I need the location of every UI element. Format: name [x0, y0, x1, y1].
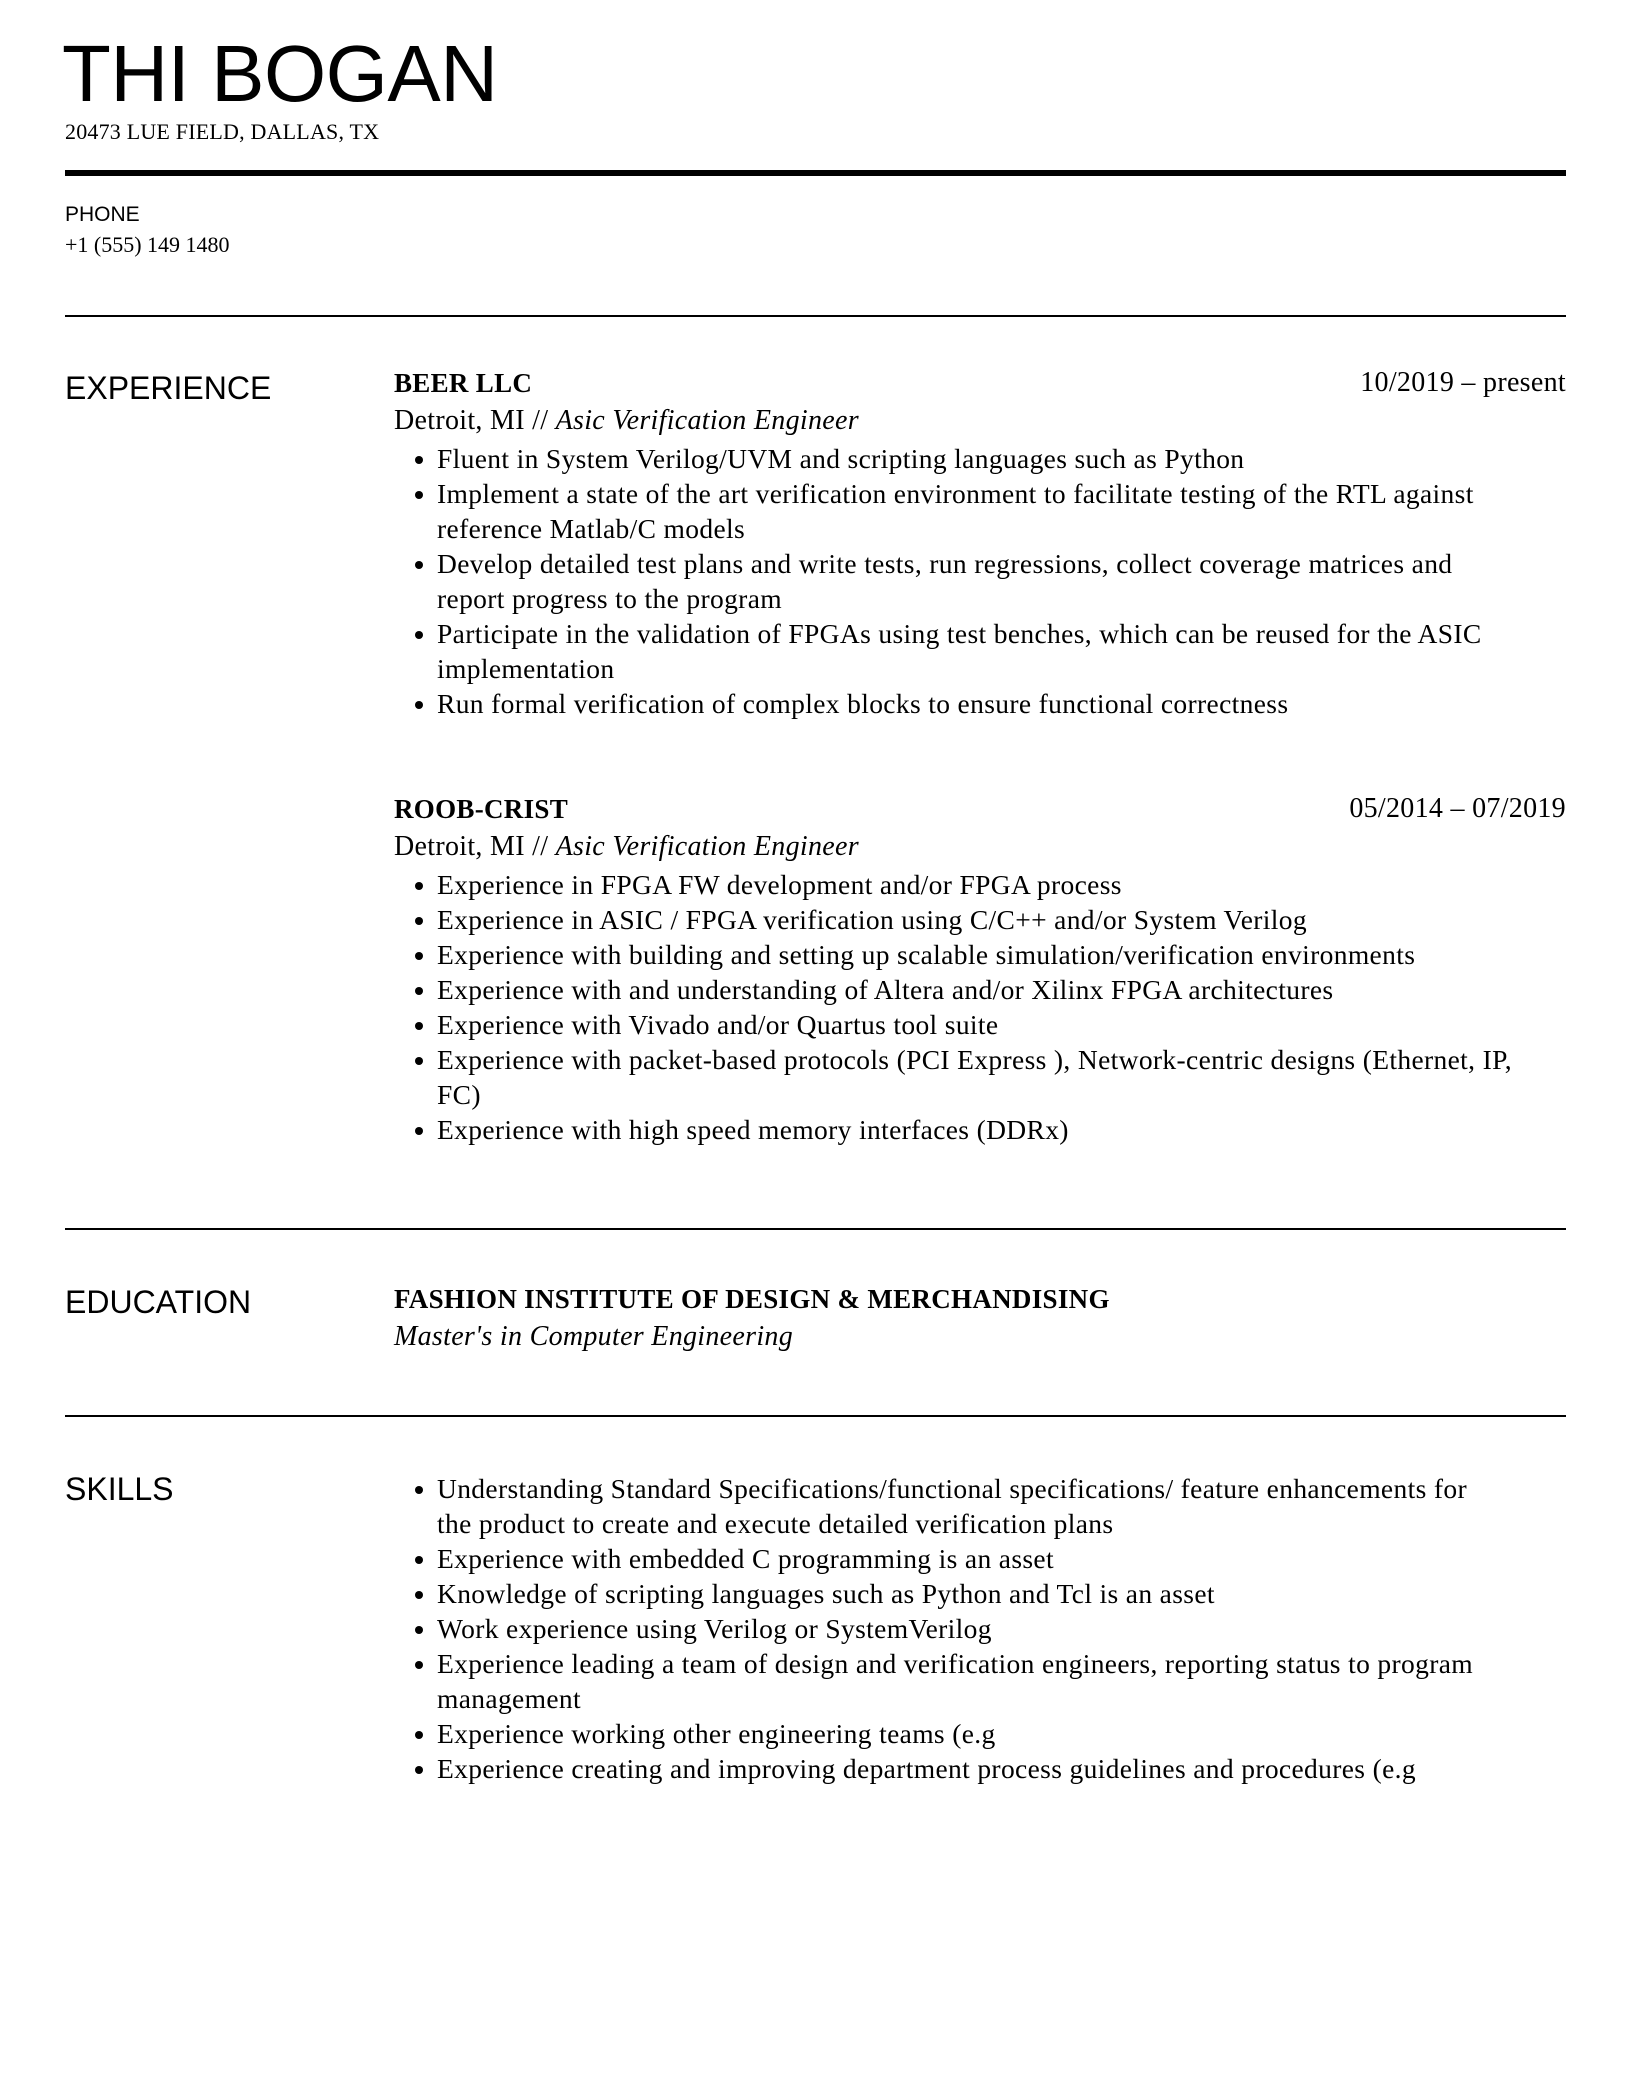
bullet-text-line: Experience with packet-based protocols (PCI Express ), Network-centric designs (Ethernet, IP, [437, 1044, 1512, 1075]
bullet-item [394, 937, 1566, 972]
job-bullets [394, 867, 1566, 1147]
bullet-text-line: the product to create and execute detailed verification plans [437, 1508, 1114, 1539]
bullet-dot-icon [415, 882, 423, 890]
bullet-item [394, 1471, 1566, 1541]
bullet-item [394, 1541, 1566, 1576]
bullet-text-line: Experience with building and setting up scalable simulation/verification environments [437, 939, 1416, 970]
bullet-dot-icon [415, 1127, 423, 1135]
experience-section-title: EXPERIENCE [65, 370, 272, 406]
bullet-item [394, 1611, 1566, 1646]
bullet-dot-icon [415, 1556, 423, 1564]
bullet-item [394, 972, 1566, 1007]
bullet-text-line: Experience creating and improving department process guidelines and procedures (e.g [437, 1753, 1416, 1784]
bullet-item [394, 867, 1566, 902]
section-divider [65, 1228, 1566, 1230]
bullet-text-line: Experience with embedded C programming is an asset [437, 1543, 1054, 1574]
bullet-text-line: Develop detailed test plans and write tests, run regressions, collect coverage matrices and [437, 548, 1453, 579]
bullet-item [394, 1716, 1566, 1751]
bullet-text-line: Experience in ASIC / FPGA verification using C/C++ and/or System Verilog [437, 904, 1307, 935]
bullet-item [394, 441, 1566, 476]
bullet-dot-icon [415, 1661, 423, 1669]
bullet-dot-icon [415, 1766, 423, 1774]
job-dates: 10/2019 – present [1360, 367, 1566, 398]
bullet-dot-icon [415, 952, 423, 960]
skills-list-container [394, 1471, 1566, 1786]
separator: // [524, 405, 556, 436]
bullet-dot-icon [415, 456, 423, 464]
education-entry [394, 1281, 1110, 1357]
company-name: BEER LLC [394, 368, 533, 398]
bullet-dot-icon [415, 701, 423, 709]
education-section-title: EDUCATION [65, 1284, 252, 1320]
bullet-text-line: Experience leading a team of design and verification engineers, reporting status to program [437, 1648, 1474, 1679]
bullet-text-line: reference Matlab/C models [437, 513, 746, 544]
bullet-text-line: FC) [437, 1079, 481, 1110]
bullet-dot-icon [415, 491, 423, 499]
bullet-text-line: implementation [437, 653, 615, 684]
bullet-item [394, 1007, 1566, 1042]
job-entry [394, 365, 1566, 721]
bullet-item [394, 546, 1566, 616]
job-location: Detroit, MI [394, 405, 525, 436]
bullet-dot-icon [415, 987, 423, 995]
bullet-text-line: Experience working other engineering teams (e.g [437, 1718, 996, 1749]
bullet-item [394, 902, 1566, 937]
bullet-dot-icon [415, 631, 423, 639]
school-name: FASHION INSTITUTE OF DESIGN & MERCHANDISING [394, 1284, 1110, 1314]
bullet-text-line: Implement a state of the art verification environment to facilitate testing of the RTL against [437, 478, 1474, 509]
job-role: Asic Verification Engineer [555, 405, 859, 436]
section-divider [65, 1415, 1566, 1417]
bullet-dot-icon [415, 1591, 423, 1599]
bullet-text-line: Experience in FPGA FW development and/or FPGA process [437, 869, 1122, 900]
job-header [394, 365, 1566, 401]
bullet-dot-icon [415, 1486, 423, 1494]
bullet-dot-icon [415, 1731, 423, 1739]
phone-number: +1 (555) 149 1480 [65, 232, 230, 257]
bullet-text-line: Fluent in System Verilog/UVM and scripting languages such as Python [437, 443, 1245, 474]
job-role: Asic Verification Engineer [555, 831, 859, 862]
job-subtitle [394, 401, 1566, 441]
bullet-text-line: Experience with high speed memory interfaces (DDRx) [437, 1114, 1069, 1145]
bullet-item [394, 1112, 1566, 1147]
job-entry [394, 791, 1566, 1147]
header-divider [65, 170, 1566, 176]
bullet-text-line: report progress to the program [437, 583, 782, 614]
job-subtitle [394, 827, 1566, 867]
candidate-name: THI BOGAN [62, 29, 498, 118]
bullet-text-line: Experience with and understanding of Altera and/or Xilinx FPGA architectures [437, 974, 1334, 1005]
bullet-text-line: management [437, 1683, 581, 1714]
separator: // [524, 831, 556, 862]
bullet-item [394, 1646, 1566, 1716]
bullet-text-line: Knowledge of scripting languages such as Python and Tcl is an asset [437, 1578, 1215, 1609]
bullet-dot-icon [415, 917, 423, 925]
candidate-address: 20473 LUE FIELD, DALLAS, TX [65, 119, 380, 144]
bullet-item [394, 1751, 1566, 1786]
section-divider [65, 315, 1566, 317]
bullet-item [394, 476, 1566, 546]
bullet-dot-icon [415, 1057, 423, 1065]
bullet-dot-icon [415, 1626, 423, 1634]
bullet-text-line: Work experience using Verilog or SystemVerilog [437, 1613, 992, 1644]
bullet-item [394, 686, 1566, 721]
bullet-dot-icon [415, 561, 423, 569]
bullet-item [394, 616, 1566, 686]
skills-section-title: SKILLS [65, 1471, 174, 1507]
company-name: ROOB-CRIST [394, 794, 569, 824]
job-dates: 05/2014 – 07/2019 [1349, 793, 1566, 824]
bullet-item [394, 1042, 1566, 1112]
bullet-dot-icon [415, 1022, 423, 1030]
phone-label: PHONE [65, 203, 140, 226]
job-location: Detroit, MI [394, 831, 525, 862]
job-header [394, 791, 1566, 827]
bullet-text-line: Participate in the validation of FPGAs using test benches, which can be reused for the ASIC [437, 618, 1482, 649]
bullet-item [394, 1576, 1566, 1611]
bullet-text-line: Run formal verification of complex blocks to ensure functional correctness [437, 688, 1289, 719]
bullet-text-line: Experience with Vivado and/or Quartus tool suite [437, 1009, 999, 1040]
degree: Master's in Computer Engineering [394, 1321, 794, 1352]
job-bullets [394, 441, 1566, 721]
skills-bullets [394, 1471, 1566, 1786]
bullet-text-line: Understanding Standard Specifications/functional specifications/ feature enhancements for [437, 1473, 1467, 1504]
